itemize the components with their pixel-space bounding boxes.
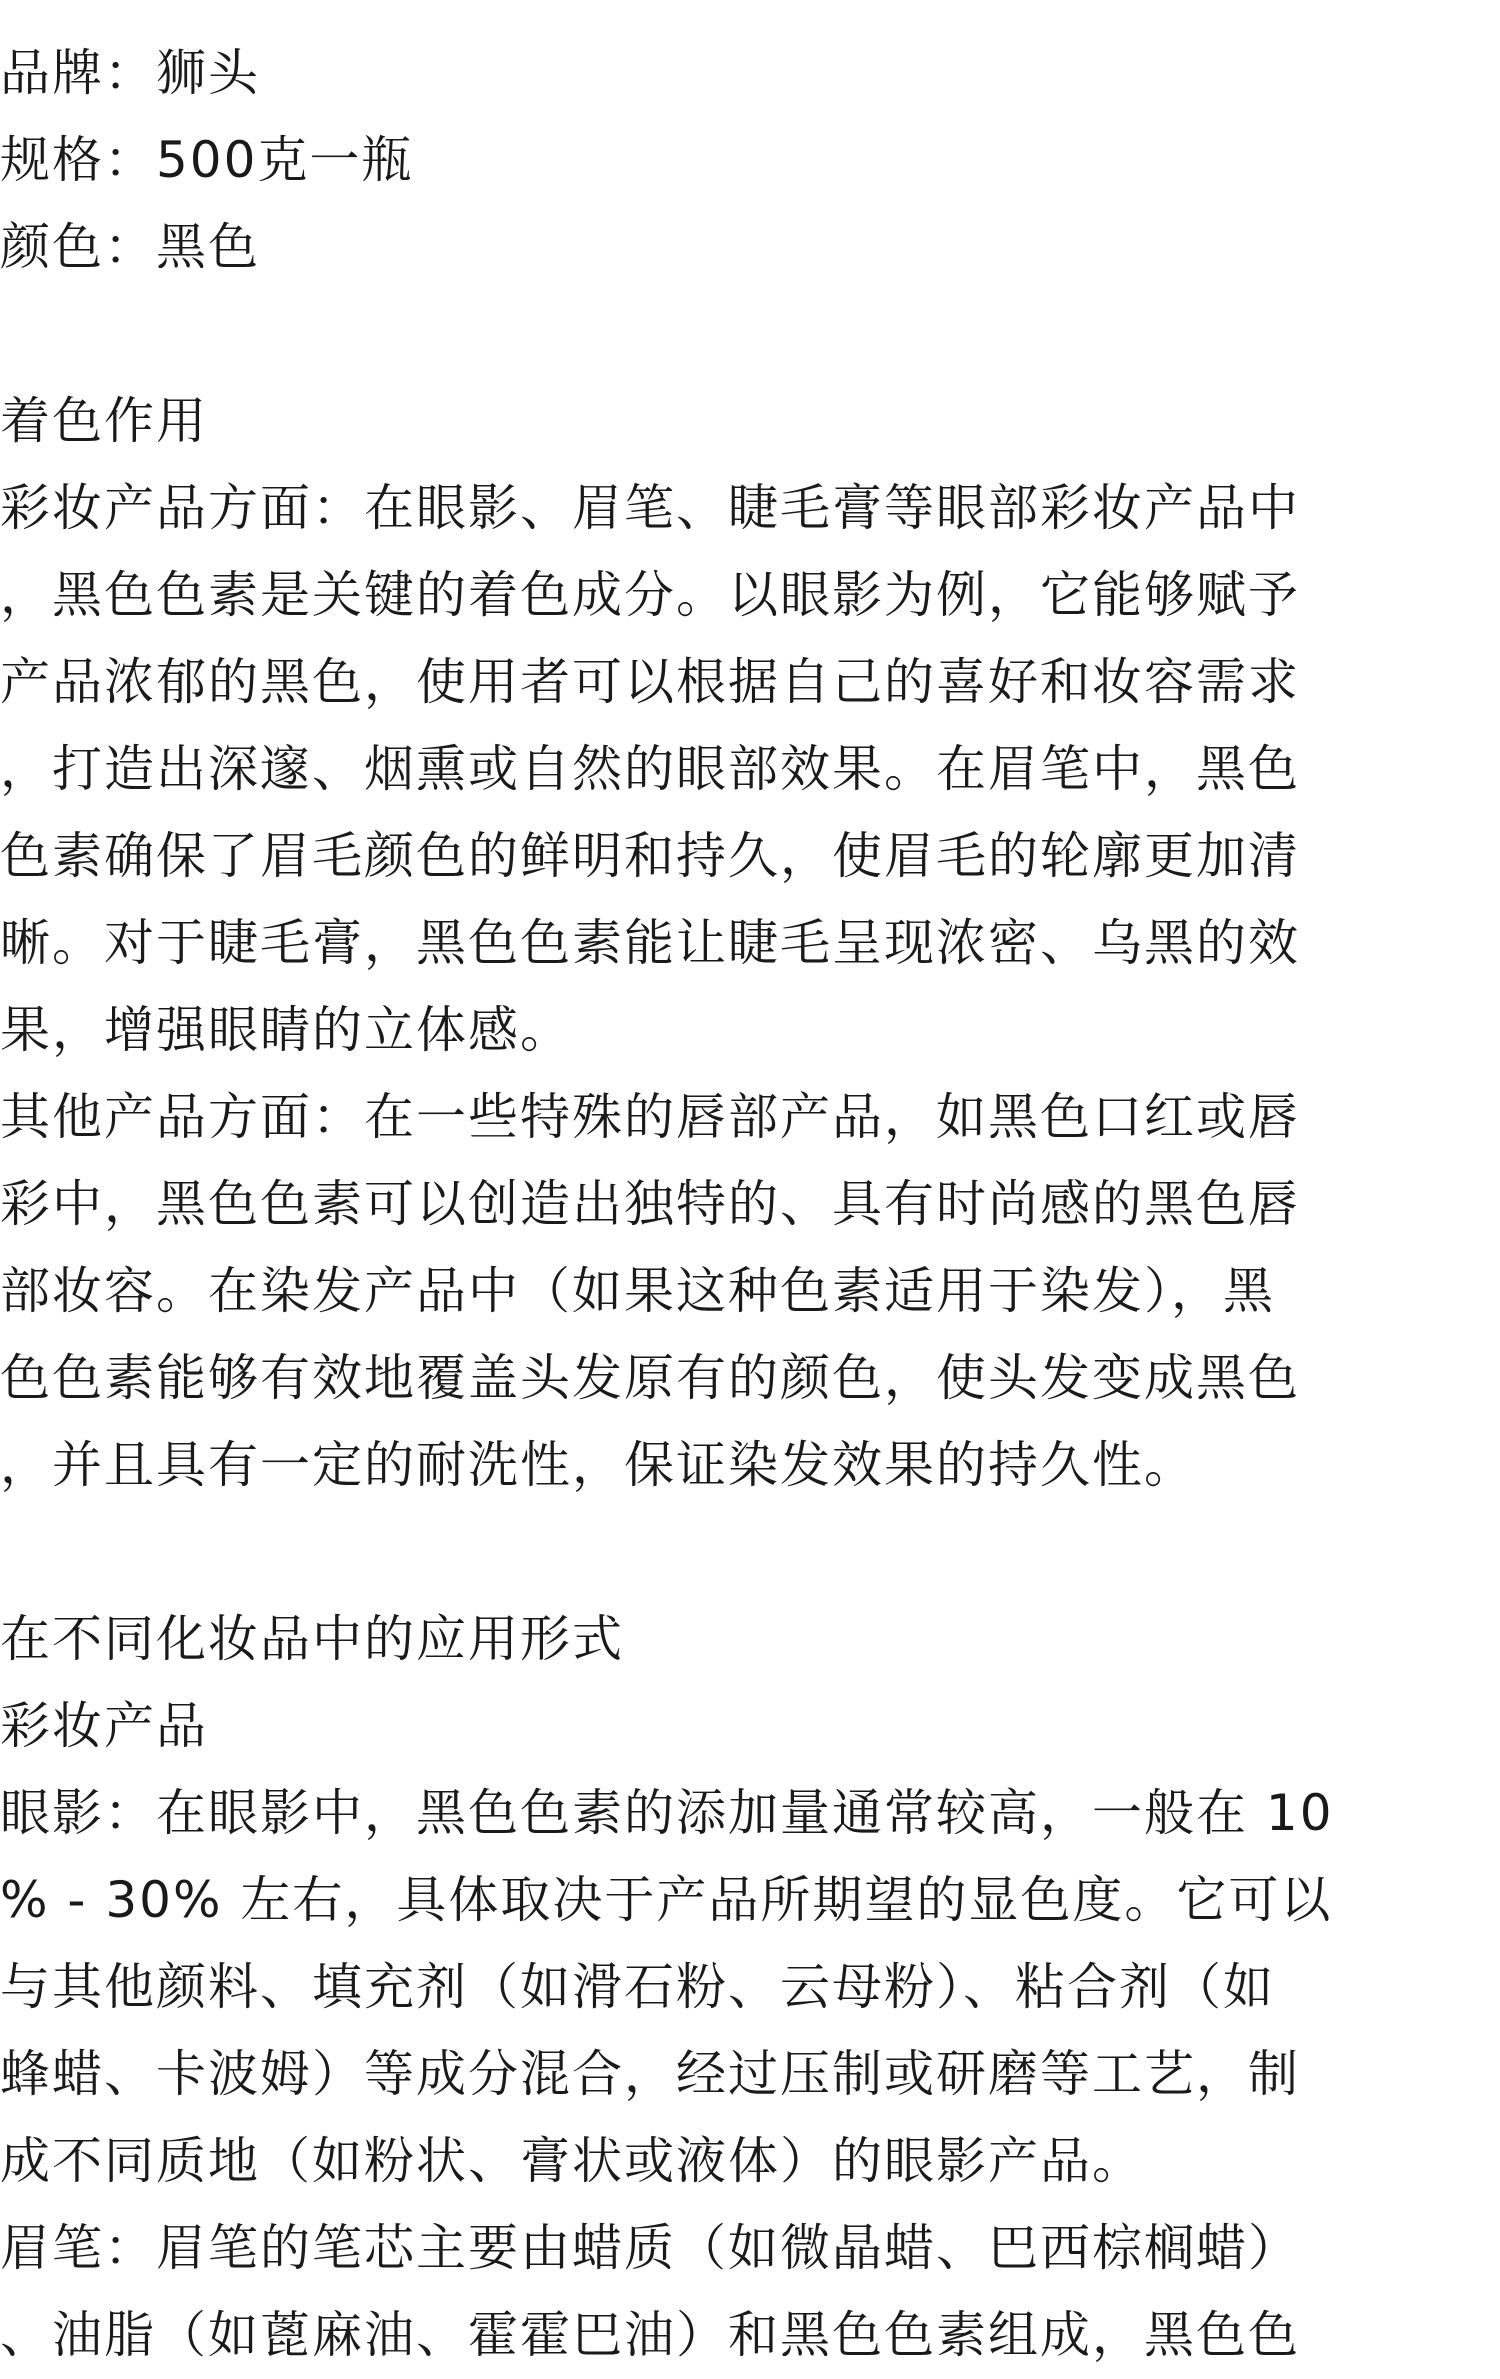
text-line: ，黑色色素是关键的着色成分。以眼影为例，它能够赋予 — [0, 566, 1300, 624]
text-line: 色色素能够有效地覆盖头发原有的颜色，使头发变成黑色 — [0, 1349, 1300, 1407]
text-line: ，打造出深邃、烟熏或自然的眼部效果。在眉笔中，黑色 — [0, 740, 1300, 798]
text-line: 与其他颜料、填充剂（如滑石粉、云母粉）、粘合剂（如 — [0, 1958, 1275, 2016]
text-line: 晰。对于睫毛膏，黑色色素能让睫毛呈现浓密、乌黑的效 — [0, 914, 1300, 972]
text-line: 品牌：狮头 — [0, 44, 260, 102]
text-line: 成不同质地（如粉状、膏状或液体）的眼影产品。 — [0, 2132, 1144, 2190]
text-line: 着色作用 — [0, 392, 208, 450]
text-line: 蜂蜡、卡波姆）等成分混合，经过压制或研磨等工艺，制 — [0, 2045, 1300, 2103]
text-line: 彩妆产品 — [0, 1697, 208, 1755]
text-line: 果，增强眼睛的立体感。 — [0, 1001, 572, 1059]
text-line: 眉笔：眉笔的笔芯主要由蜡质（如微晶蜡、巴西棕榈蜡） — [0, 2219, 1300, 2277]
text-line: ，并且具有一定的耐洗性，保证染发效果的持久性。 — [0, 1436, 1196, 1494]
text-line: 色素确保了眉毛颜色的鲜明和持久，使眉毛的轮廓更加清 — [0, 827, 1300, 885]
text-line: % - 30% 左右，具体取决于产品所期望的显色度。它可以 — [0, 1871, 1333, 1929]
text-line: 彩妆产品方面：在眼影、眉笔、睫毛膏等眼部彩妆产品中 — [0, 479, 1300, 537]
text-line: 颜色：黑色 — [0, 218, 260, 276]
text-line: 产品浓郁的黑色，使用者可以根据自己的喜好和妆容需求 — [0, 653, 1300, 711]
blank-line — [0, 1509, 1500, 1596]
blank-line — [0, 291, 1500, 378]
text-line: 眼影：在眼影中，黑色色素的添加量通常较高，一般在 10 — [0, 1784, 1334, 1842]
text-line: 规格：500克一瓶 — [0, 131, 414, 189]
text-line: 彩中，黑色色素可以创造出独特的、具有时尚感的黑色唇 — [0, 1175, 1300, 1233]
text-line: 在不同化妆品中的应用形式 — [0, 1610, 624, 1668]
text-line: 、油脂（如蓖麻油、霍霍巴油）和黑色色素组成，黑色色 — [0, 2306, 1300, 2364]
text-line: 其他产品方面：在一些特殊的唇部产品，如黑色口红或唇 — [0, 1088, 1300, 1146]
text-line: 部妆容。在染发产品中（如果这种色素适用于染发），黑 — [0, 1262, 1275, 1320]
document-body — [0, 30, 1500, 2379]
